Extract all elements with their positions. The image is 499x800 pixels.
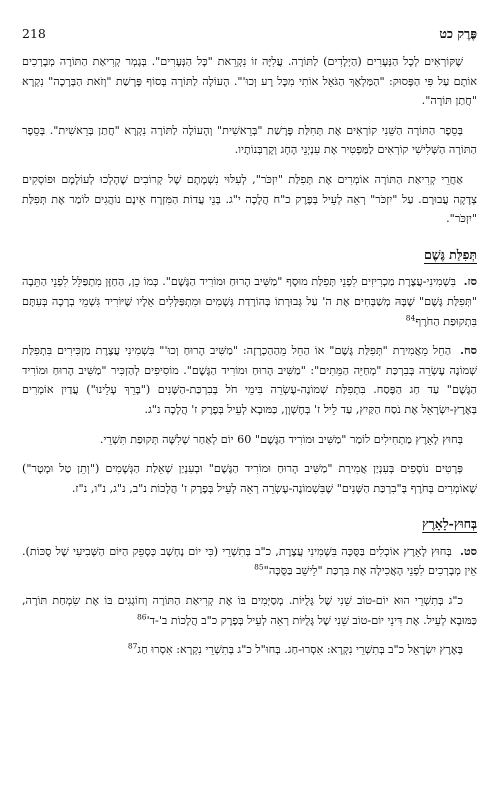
section-label: סז.	[463, 274, 477, 289]
page-body	[22, 52, 477, 666]
paragraph	[22, 591, 477, 630]
section-heading-chul: בְּחוּץ-לָאָרֶץ	[422, 516, 477, 532]
running-head: פֶּרֶק כט	[439, 26, 477, 41]
paragraph: שֶׁקּוֹרְאִים לְכָל הַנְּעָרִים (הַיְלָדִים) לַתּוֹרָה. עֲלִיָּה זוֹ נִקְרֵאת "כָּל הַנְּעָרִים". בְּגָמְר קְרִיאַת הַתּוֹרָה מְבָרְכִים אוֹתָם עַל פִּי הַפָּסוּק: "הַמַּלְאָךְ הַגֹּאֵל אוֹתִי מִכָּל רָע וְכוּ'". הָעוֹלֶה לַתּוֹרָה בְּסוֹף פָּרָשַׁת "וְזֹאת הַבְּרָכָה" נִקְרָא "חֲתַן תּוֹרָה".	[22, 55, 477, 108]
section-69	[22, 542, 477, 581]
section-label: סח.	[460, 343, 477, 358]
paragraph: בְּסֵפֶר הַתּוֹרָה הַשֵּׁנִי קוֹרְאִים אֶת תְּחִלַּת פָּרָשַׁת "בְּרֵאשִׁית" וְהָעוֹלֶה לַתּוֹרָה נִקְרָא "חֲתַן בְּרֵאשִׁית". בְּסֵפֶר הַתּוֹרָה הַשְּׁלִישִׁי קוֹרְאִים לַמַּפְטִיר אֶת עִנְיְנֵי הֶחָג וְקָרְבְּנוֹתָיו.	[22, 123, 477, 157]
footnote-marker[interactable]: 84	[405, 312, 416, 322]
paragraph: בְּחוּץ לָאָרֶץ מַתְחִילִים לוֹמַר "מַשִּׁיב וּמוֹרִיד הַגֶּשֶׁם" 60 יוֹם לְאַחַר שְׁלִשָּׁה תְּקוּפַת תִּשְׁרֵי.	[99, 432, 463, 446]
paragraph: אַחֲרֵי קְרִיאַת הַתּוֹרָה אוֹמְרִים אֶת תְּפִלַּת "יִזְכֹּר", לְעִלּוּי נִשְׁמָתָם שֶׁל קְרוֹבִים שֶׁהָלְכוּ לְעוֹלָמָם וּפוֹסְקִים צְדָקָה עֲבוּרָם. עַל "יִזְכֹּר" רְאֵה לְעֵיל בְּפֶרֶק כ"ח הֲלָכָה י"ג. בְּנֵי עֲדוֹת הַמִּזְרָח אֵינָם נוֹהֲגִים לוֹמַר אֶת תְּפִלַּת "יִזְכֹּר".	[22, 172, 477, 226]
page-header	[22, 26, 477, 46]
footnote-marker[interactable]: 85	[254, 562, 264, 572]
section-heading-geshem: תְּפִלַּת גֶּשֶׁם	[423, 246, 477, 262]
section-label: סט.	[459, 543, 477, 558]
section-text: הַחֵל מֵאֲמִירַת "תְּפִלַּת גֶּשֶׁם" אוֹ הַחֵל מֵהַהַכְרָזָה: "מַשִּׁיב הָרוּחַ וְכוּ'" בִּשְׁמִינִי עֲצֶרֶת מַזְכִּירִים בִּתְפִלַּת שְׁמוֹנֶה עֶשְׂרֵה בְּבִרְכַּת "מְחַיֵּה הַמֵּתִים": "מַשִּׁיב הָרוּחַ וּמוֹרִיד הַגֶּשֶׁם". מוֹסִיפִים לְהַזְכִּיר "מַשִּׁיב הָרוּחַ וּמוֹרִיד הַגֶּשֶׁם" עַד חַג הַפֶּסַח. בִּתְפִלַּת שְׁמוֹנֶה-עֶשְׂרֵה בִּימֵי חֹל בְּבִרְכַּת-הַשָּׁנִים ("בָּרֵךְ עָלֵינוּ") עֲדַיִן אוֹמְרִים בְּאֶרֶץ-יִשְׂרָאֵל אֶת נֹסַח הַקַּיִץ, עַד לֵיל ז' בְּחֶשְׁוָן, כַּמּוּבָא לְעֵיל בְּפֶרֶק ז' הֲלָכָה נ"ג.	[22, 344, 477, 416]
page-number: 218	[22, 26, 46, 41]
section-text: בְּחוּץ לָאָרֶץ אוֹכְלִים בַּסֻּכָּה בִּשְׁמִינִי עֲצֶרֶת, כ"ב בְּתִשְׁרֵי (כִּי יוֹם נֶחְשָׁב כְּסָפֵק הַיּוֹם הַשְּׁבִיעִי שֶׁל סֻכּוֹת). אֵין מְבָרְכִים לִפְנֵי הָאֲכִילָה אֶת בִּרְכַּת "לֵישֵׁב בַּסֻּכָּה"	[22, 544, 477, 578]
paragraph-text: כ"ג בְּתִשְׁרֵי הוּא יוֹם-טוֹב שֵׁנִי שֶׁל גָּלֻיּוֹת. מְסַיְּמִים בּוֹ אֶת קְרִיאַת הַתּוֹרָה וְחוֹגְגִים בּוֹ אֶת שִׂמְחַת תּוֹרָה, כַּמּוּבָא לְעֵיל. אֶת דִּינֵי יוֹם-טוֹב שֵׁנִי שֶׁל גָּלֻיּוֹת רְאֵה לְעֵיל בְּפֶרֶק כ"ב הֲלָכוֹת ב'-ד'	[22, 594, 477, 627]
footnote-marker[interactable]: 87	[127, 641, 138, 651]
section-text: בִּשְׁמִינִי-עֲצֶרֶת מַכְרִיזִים לִפְנֵי תְּפִלַּת מוּסָף "מַשִּׁיב הָרוּחַ וּמוֹרִיד הַגֶּשֶׁם". כְּמוֹ כֵן, הַחַזָּן מִתְפַּלֵּל לִפְנֵי הַתֵּבָה "תְּפִלַּת גֶּשֶׁם" שֶׁבָּהּ מְשַׁבְּחִים אֶת ה' עַל גְּבוּרָתוֹ בְּהוֹרָדַת גְּשָׁמִים וּמִתְפַּלְּלִים אֵלָיו שֶׁיּוֹרִיד גִּשְׁמֵי בְרָכָה בְּעִתָּם בִּתְקוּפַת הַחֹרֶף	[22, 275, 477, 328]
paragraph: פְּרָטִים נוֹסָפִים בְּעִנְיַן אֲמִירַת "מַשִּׁיב הָרוּחַ וּמוֹרִיד הַגֶּשֶׁם" וּבְעִנְיַן שְׁאֵלַת הַגְּשָׁמִים ("וְתֵן טַל וּמָטָר") שֶׁאוֹמְרִים בְּחֹרֶף בְּ"בִרְכַּת הַשָּׁנִים" שֶׁבִּשְׁמוֹנֶה-עֶשְׂרֵה רְאֵה לְעֵיל בְּפֶרֶק ז' הֲלָכוֹת נ"ב, נ"ג, נ"ו, נ"ז.	[22, 462, 477, 495]
paragraph-text: בְּאֶרֶץ יִשְׂרָאֵל כ"ב בְּתִשְׁרֵי נִקְרָא: אִסְרוּ-חַג. בְּחוּ"ל כ"ג בְּתִשְׁרֵי נִקְרָא: אִסְרוּ חַג	[137, 643, 463, 657]
section-68	[22, 341, 477, 419]
paragraph	[22, 640, 477, 660]
section-67	[22, 272, 477, 331]
footnote-marker[interactable]: 86	[137, 611, 147, 621]
